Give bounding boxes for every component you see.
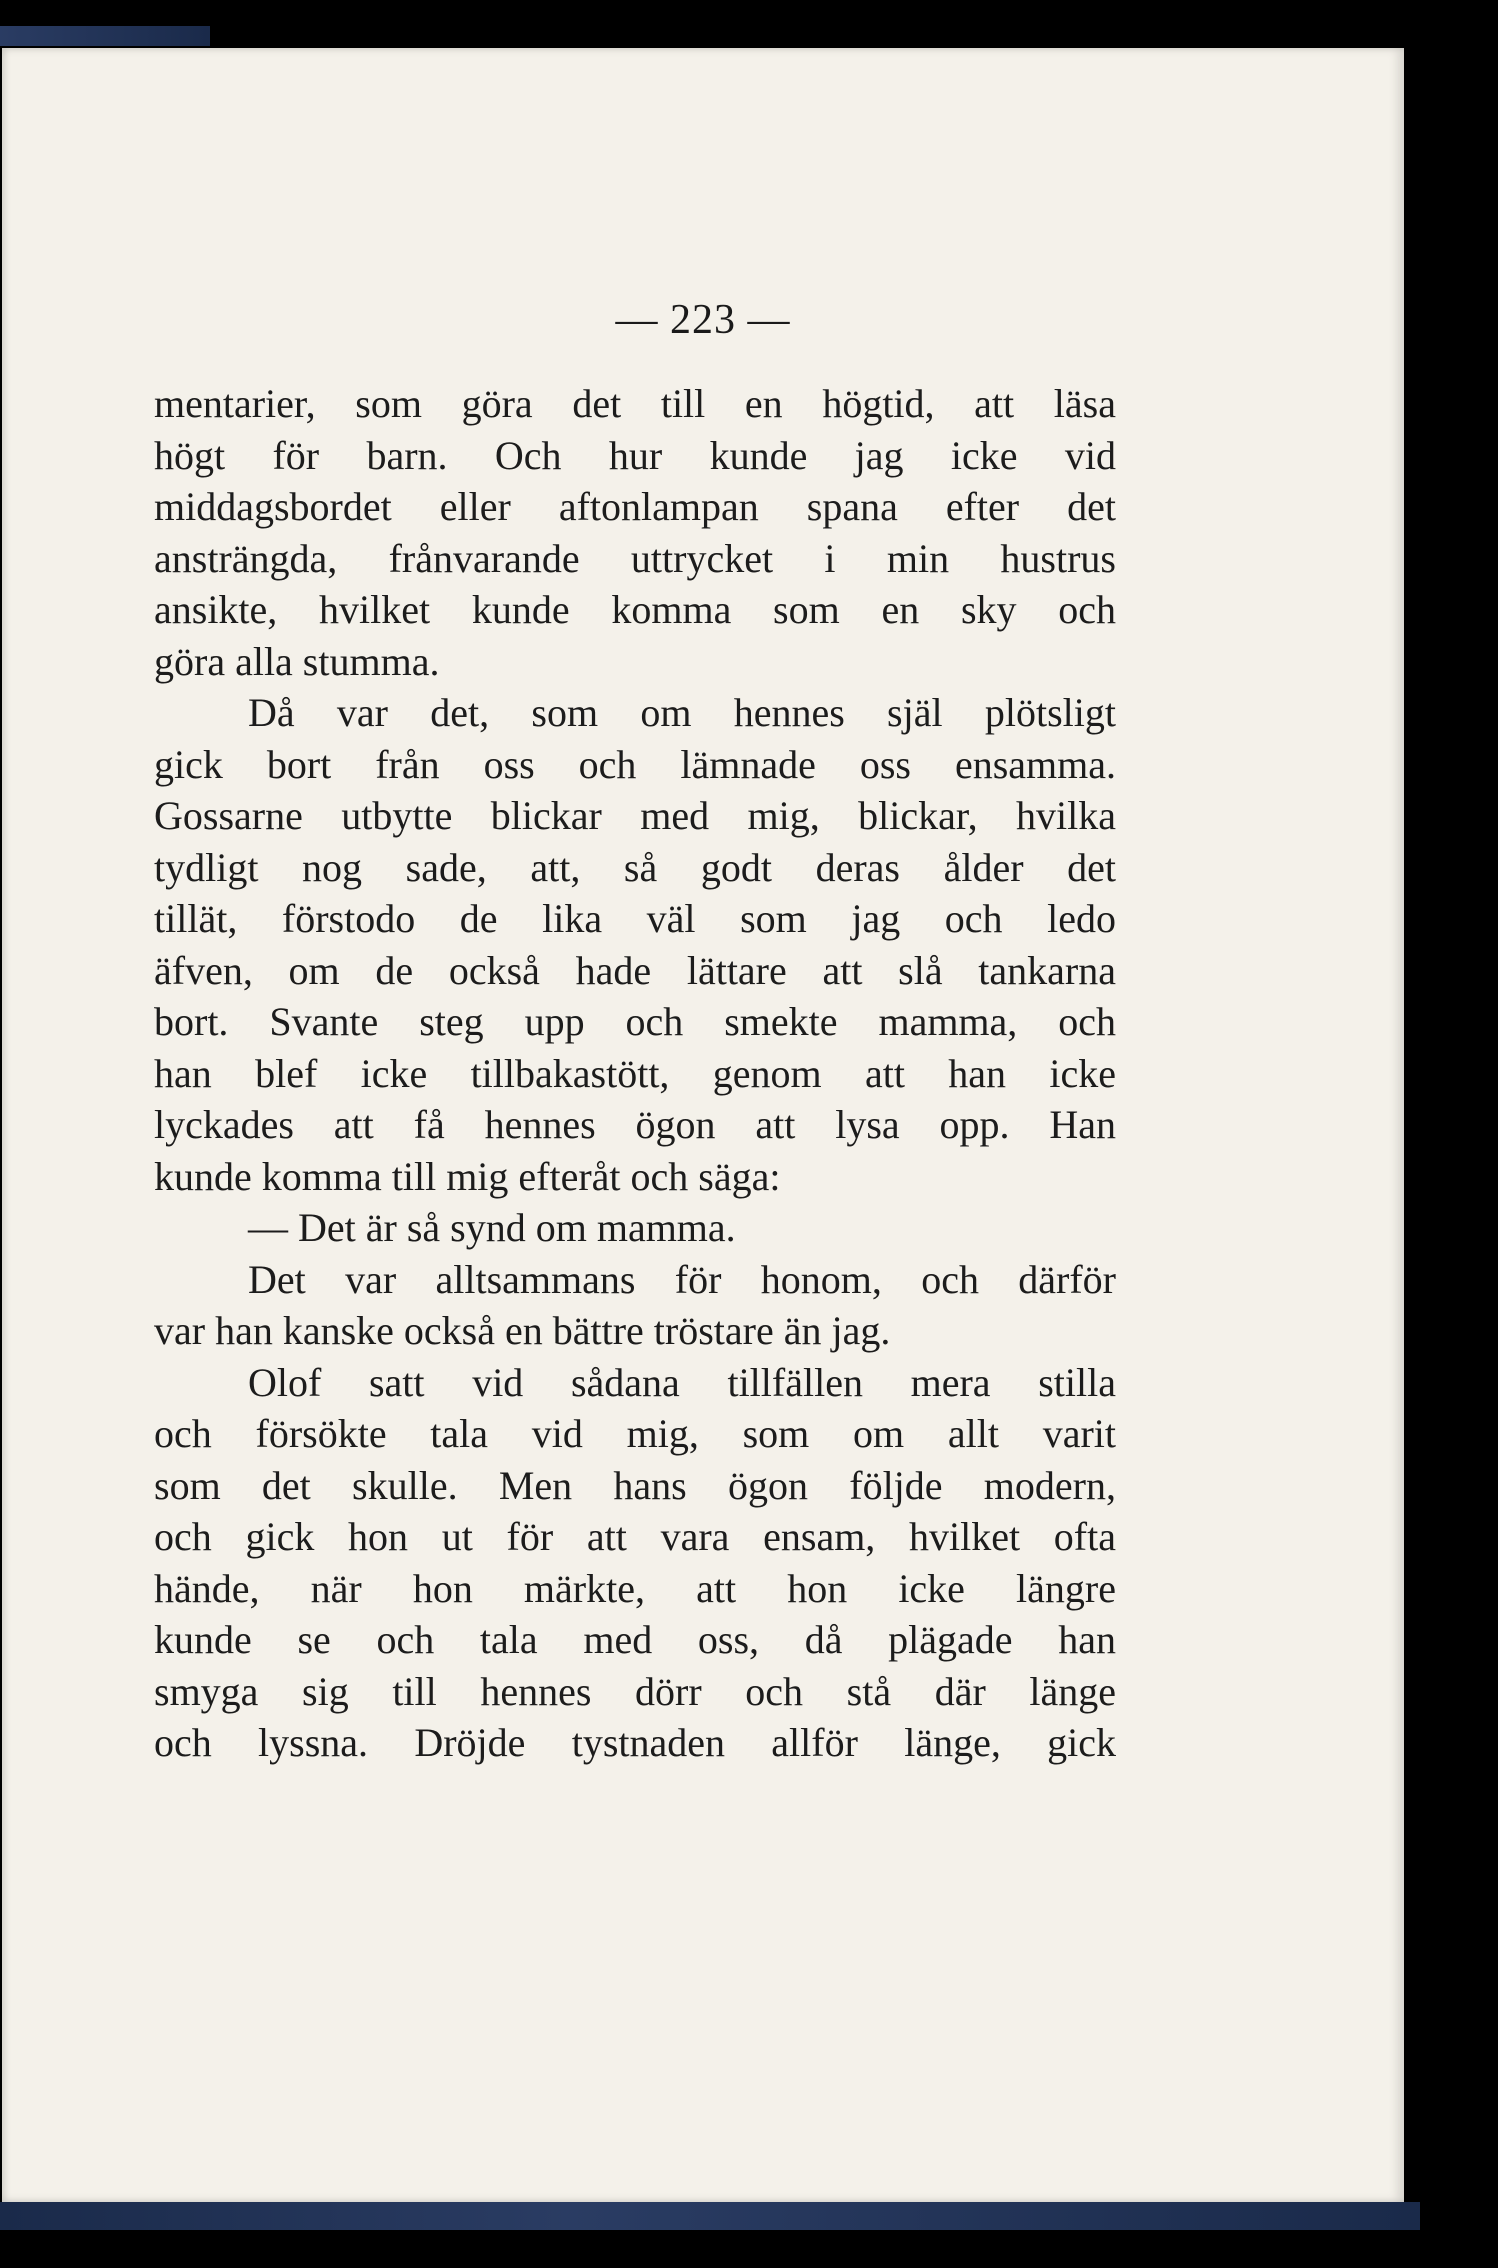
text-line: han blef icke tillbakastött, genom att han icke <box>154 1050 1116 1096</box>
text-line: äfven, om de också hade lättare att slå tankarna <box>154 947 1116 993</box>
text-line: som det skulle. Men hans ögon följde modern, <box>154 1462 1116 1508</box>
text-line: — Det är så synd om mamma. <box>248 1205 736 1250</box>
page-number: — 223 — <box>615 297 791 343</box>
text-line: ansträngda, frånvarande uttrycket i min hustrus <box>154 535 1116 581</box>
text-line: och försökte tala vid mig, som om allt varit <box>154 1411 1116 1456</box>
text-line: högt för barn. Och hur kunde jag icke vid <box>154 432 1116 478</box>
text-line: var han kanske också en bättre tröstare än jag. <box>154 1308 891 1353</box>
text-line: gick bort från oss och lämnade oss ensamma. <box>154 741 1116 787</box>
text-line: kunde komma till mig efteråt och säga: <box>154 1153 781 1199</box>
text-line: middagsbordet eller aftonlampan spana efter det <box>154 484 1116 529</box>
text-line: smyga sig till hennes dörr och stå där länge <box>154 1668 1116 1714</box>
text-line: ansikte, hvilket kunde komma som en sky och <box>154 587 1116 632</box>
text-line: och lyssna. Dröjde tystnaden allför länge, gick <box>154 1720 1116 1765</box>
text-line: bort. Svante steg upp och smekte mamma, och <box>154 999 1116 1044</box>
text-line: hände, när hon märkte, att hon icke längre <box>154 1565 1116 1611</box>
text-line: och gick hon ut för att vara ensam, hvilket ofta <box>154 1514 1116 1559</box>
book-cover-edge-bottom <box>0 2202 1420 2230</box>
text-line: Det var alltsammans för honom, och därför <box>248 1256 1116 1302</box>
book-page <box>2 48 1404 2202</box>
text-line: Gossarne utbytte blickar med mig, blickar, hvilka <box>154 793 1116 838</box>
book-cover-edge-top <box>0 26 210 46</box>
text-line: göra alla stumma. <box>154 638 440 684</box>
text-line: mentarier, som göra det till en högtid, att läsa <box>154 381 1116 426</box>
body-text <box>154 378 1116 1769</box>
text-line: Då var det, som om hennes själ plötsligt <box>248 690 1116 735</box>
text-line: tillät, förstodo de lika väl som jag och ledo <box>154 896 1116 941</box>
text-line: kunde se och tala med oss, då plägade han <box>154 1617 1116 1662</box>
text-line: Olof satt vid sådana tillfällen mera stilla <box>248 1359 1116 1405</box>
text-line: lyckades att få hennes ögon att lysa opp. Han <box>154 1102 1116 1147</box>
text-line: tydligt nog sade, att, så godt deras ålder det <box>154 844 1116 890</box>
